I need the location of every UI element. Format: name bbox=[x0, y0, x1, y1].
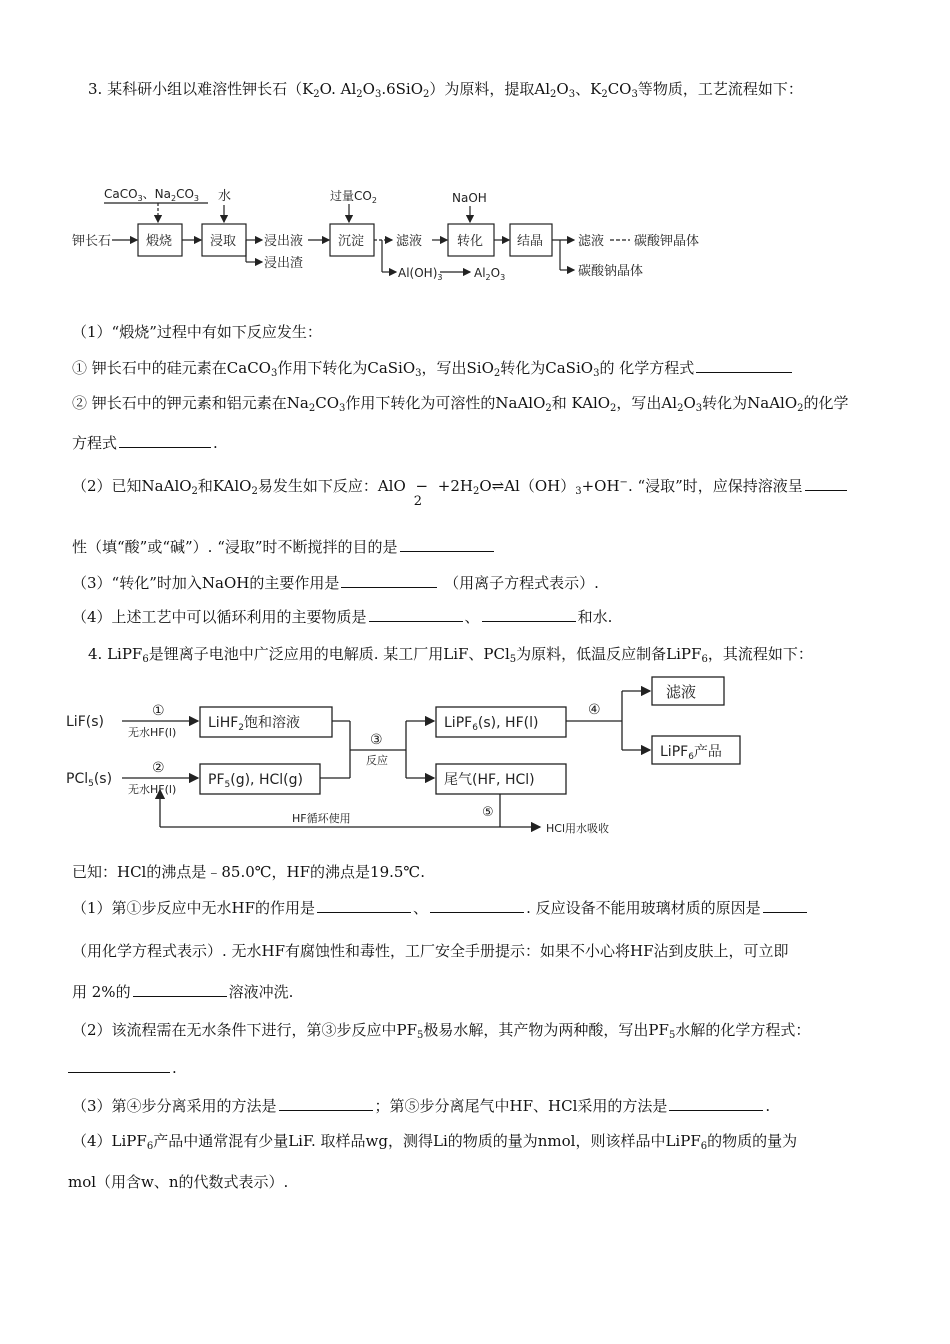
text: 作用下转化为可溶性的NaAlO bbox=[345, 394, 546, 412]
text: 为原料，低温反应制备LiPF bbox=[516, 645, 702, 663]
text: 3. 某科研小组以难溶性钾长石（K bbox=[88, 80, 314, 98]
step-3: ③ bbox=[370, 732, 383, 748]
sub: 3 bbox=[270, 368, 278, 379]
sub: 3 bbox=[568, 89, 576, 100]
sub: 2 bbox=[493, 368, 501, 379]
text: . bbox=[765, 1097, 771, 1115]
answer-blank[interactable] bbox=[317, 898, 411, 913]
text: ② 钾长石中的钾元素和铝元素在Na bbox=[72, 394, 309, 412]
sub: 3 bbox=[575, 486, 582, 497]
label-aloh3: $Al(OH)_3$ bbox=[398, 266, 443, 282]
text: 和KAlO bbox=[197, 477, 252, 495]
text: （1）第①步反应中无水HF的作用是 bbox=[72, 899, 316, 917]
sub: 3 bbox=[339, 403, 346, 414]
answer-blank[interactable] bbox=[669, 1096, 763, 1111]
sub: 2 bbox=[601, 89, 608, 100]
q4-p2 bbox=[72, 1020, 810, 1046]
sub: 2 bbox=[550, 89, 557, 100]
text: − bbox=[415, 477, 429, 495]
q4-p2-line2 bbox=[66, 1058, 177, 1078]
sub: 2 bbox=[313, 89, 320, 100]
label-k2co3-crystal: 碳酸钾晶体 bbox=[634, 234, 700, 249]
text: 转化为CaSiO bbox=[500, 359, 594, 377]
step-4: ④ bbox=[588, 702, 601, 718]
text: 溶液冲洗. bbox=[228, 983, 294, 1001]
reagent-caco3: CaCO$_3$、$Na_2CO_3$ bbox=[104, 187, 200, 203]
q4-p3 bbox=[72, 1096, 770, 1116]
reagent-water: 水 bbox=[218, 189, 232, 204]
text: O bbox=[556, 80, 569, 98]
text: +OH bbox=[581, 477, 620, 495]
text: 是锂离子电池中广泛应用的电解质. 某工厂用LiF、PCl bbox=[148, 645, 510, 663]
sub: 3 bbox=[374, 89, 382, 100]
text: ，其流程如下： bbox=[707, 645, 813, 663]
answer-blank[interactable] bbox=[430, 898, 524, 913]
step-5: ⑤ bbox=[482, 805, 494, 820]
text: 转化为NaAlO bbox=[702, 394, 798, 412]
step-2: ② bbox=[152, 760, 165, 776]
text: （用离子方程式表示）. bbox=[444, 574, 599, 592]
box-crystallize: 结晶 bbox=[517, 234, 544, 249]
box-lipf6-hf: LiPF$_6$(s), HF(l) bbox=[444, 715, 539, 733]
q3-p1: （1）“煅烧”过程中有如下反应发生： bbox=[72, 323, 322, 341]
box-convert: 转化 bbox=[457, 234, 484, 249]
label-hf-recycle: HF循环使用 bbox=[292, 812, 351, 825]
label-lif: LiF(s) bbox=[66, 714, 104, 730]
reagent-naoh: NaOH bbox=[452, 191, 487, 205]
text: 的 化学方程式 bbox=[599, 359, 695, 377]
sub: 6 bbox=[701, 654, 708, 665]
text: 、K bbox=[575, 80, 602, 98]
label-start: 钾长石 bbox=[72, 234, 112, 249]
text: . 反应设备不能用玻璃材质的原因是 bbox=[526, 899, 761, 917]
box-filtrate: 滤液 bbox=[666, 683, 697, 701]
text: ，写出Al bbox=[616, 394, 678, 412]
sub: 3 bbox=[593, 368, 600, 379]
text: O bbox=[683, 394, 696, 412]
q4-p4-line2: mol（用含w、n的代数式表示）. bbox=[68, 1173, 289, 1191]
label-hf-2: 无水HF(l) bbox=[128, 783, 177, 796]
q4-p1-line2: （用化学方程式表示）. 无水HF有腐蚀性和毒性，工厂安全手册提示：如果不小心将HF沾到皮肤上，可立即 bbox=[72, 942, 789, 960]
text: +2H bbox=[437, 477, 473, 495]
text: CO bbox=[607, 80, 632, 98]
sub: 3 bbox=[415, 368, 422, 379]
box-lihf2: LiHF$_2$饱和溶液 bbox=[208, 715, 301, 733]
text: ① 钾长石中的硅元素在CaCO bbox=[72, 359, 271, 377]
text: 产品中通常混有少量LiF. 取样品wg，测得Li的物质的量为nmol，则该样品中LiPF bbox=[153, 1132, 701, 1150]
sub: 2 bbox=[413, 494, 423, 509]
sub: 2 bbox=[251, 486, 258, 497]
text: ；第⑤步分离尾气中HF、HCl采用的方法是 bbox=[374, 1097, 668, 1115]
text: 和 KAlO bbox=[551, 394, 611, 412]
label-hcl-absorb: HCl用水吸收 bbox=[546, 822, 610, 835]
label-hf-1: 无水HF(l) bbox=[128, 726, 177, 739]
text: （3）第④步分离采用的方法是 bbox=[72, 1097, 277, 1115]
text: （3）“转化”时加入NaOH的主要作用是 bbox=[72, 574, 340, 592]
label-filtrate-1: 滤液 bbox=[396, 234, 423, 249]
label-al2o3: $Al_2O_3$ bbox=[474, 266, 506, 282]
answer-blank[interactable] bbox=[279, 1096, 373, 1111]
sub: 2 bbox=[797, 403, 804, 414]
sub: 6 bbox=[146, 1141, 154, 1152]
text: （2）该流程需在无水条件下进行，第③步反应中PF bbox=[72, 1021, 418, 1039]
sub: 6 bbox=[700, 1141, 708, 1152]
text: . bbox=[213, 434, 218, 452]
label-react: 反应 bbox=[366, 754, 388, 767]
box-precipitate: 沉淀 bbox=[338, 234, 365, 249]
sub: 2 bbox=[356, 89, 363, 100]
text: （4）上述工艺中可以循环利用的主要物质是 bbox=[72, 608, 367, 626]
text: 方程式 bbox=[72, 434, 118, 452]
sub: 5 bbox=[668, 1030, 676, 1041]
box-leach: 浸取 bbox=[210, 234, 237, 249]
text: 等物质，工艺流程如下： bbox=[637, 80, 803, 98]
text: 极易水解，其产物为两种酸，写出PF bbox=[423, 1021, 669, 1039]
box-tail-gas: 尾气(HF, HCl) bbox=[444, 772, 535, 788]
box-pf5: $PF_5(g)$, HCl(g) bbox=[208, 772, 303, 790]
text: 的化学 bbox=[803, 394, 849, 412]
q3-p2: （2）已知NaAlO$_2$和KAlO$_2$易发生如下反应：AlO − 2 $+2H_2O\rightleftharpoons Al(OH)_3+OH^-$. “浸取”时，应保持溶液呈 bbox=[72, 473, 849, 502]
text: 4. LiPF bbox=[88, 645, 143, 663]
text: 易发生如下反应：AlO bbox=[257, 477, 406, 495]
q4-p1 bbox=[72, 898, 809, 918]
text: （2）已知NaAlO bbox=[72, 477, 192, 495]
label-pcl5: PCl$_5$(s) bbox=[66, 771, 113, 789]
text: 性（填“酸”或“碱”）. “浸取”时不断搅拌的目的是 bbox=[72, 538, 398, 556]
sub: 2 bbox=[677, 403, 684, 414]
box-lipf6-product: LiPF$_6$产品 bbox=[660, 744, 722, 762]
text: 、 bbox=[413, 899, 429, 917]
sub: 3 bbox=[695, 403, 703, 414]
text: O. Al bbox=[319, 80, 357, 98]
sub: 3 bbox=[631, 89, 638, 100]
sub: 2 bbox=[423, 89, 430, 100]
text: 、 bbox=[464, 608, 480, 626]
text: .6SiO bbox=[381, 80, 424, 98]
label-residue: 浸出渣 bbox=[264, 256, 304, 271]
answer-blank[interactable] bbox=[763, 898, 807, 913]
text: ，写出SiO bbox=[421, 359, 494, 377]
sub: 2 bbox=[308, 403, 316, 414]
text: ）为原料，提取Al bbox=[429, 80, 551, 98]
step-1: ① bbox=[152, 703, 165, 719]
q4-p1-line3 bbox=[72, 982, 293, 1002]
text: 和水. bbox=[577, 608, 613, 626]
sub: 5 bbox=[417, 1030, 424, 1041]
answer-blank[interactable] bbox=[68, 1058, 170, 1073]
q4-known: 已知：HCl的沸点是﹣85.0℃，HF的沸点是19.5℃. bbox=[72, 863, 425, 881]
sub: 2 bbox=[191, 486, 198, 497]
box-calcine: 煅烧 bbox=[146, 234, 173, 249]
text: CO bbox=[315, 394, 339, 412]
text: （4）LiPF bbox=[72, 1132, 147, 1150]
text: 的物质的量为 bbox=[707, 1132, 798, 1150]
answer-blank[interactable] bbox=[133, 982, 227, 997]
text: 作用下转化为CaSiO bbox=[277, 359, 416, 377]
text: 水解的化学方程式： bbox=[675, 1021, 811, 1039]
sub: 2 bbox=[472, 486, 480, 497]
sub: 6 bbox=[142, 654, 149, 665]
sub: 5 bbox=[509, 654, 517, 665]
label-filtrate-2: 滤液 bbox=[578, 234, 605, 249]
text: O⇌Al（OH） bbox=[479, 477, 576, 495]
sub: 2 bbox=[610, 403, 617, 414]
text: 用 2%的 bbox=[72, 983, 131, 1001]
label-leachate: 浸出液 bbox=[264, 234, 304, 249]
label-na2co3-crystal: 碳酸钠晶体 bbox=[578, 264, 644, 279]
text: . “浸取”时，应保持溶液呈 bbox=[627, 477, 803, 495]
text: . bbox=[172, 1059, 177, 1077]
text: O bbox=[362, 80, 375, 98]
reagent-co2: 过量$CO_2$ bbox=[330, 189, 377, 205]
q4-p4 bbox=[72, 1131, 797, 1157]
sub: 2 bbox=[545, 403, 552, 414]
